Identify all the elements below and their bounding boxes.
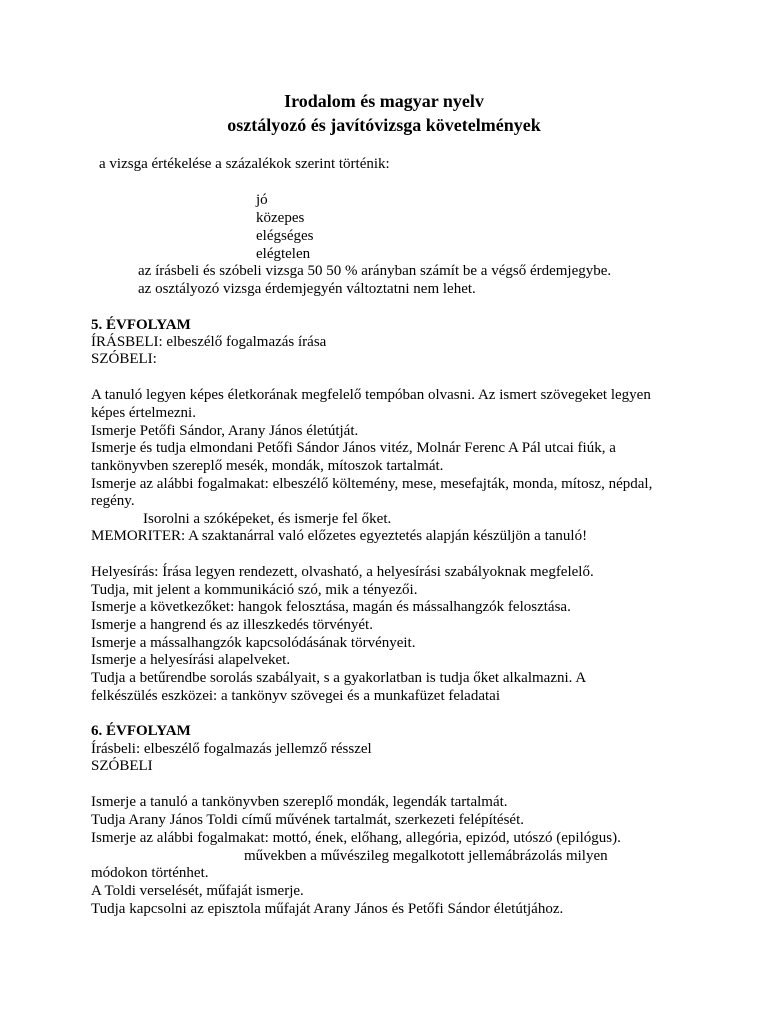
grade5-line: Isorolni a szóképeket, és ismerje fel őket. — [143, 511, 392, 527]
grade6-line: művekben a művészileg megalkotott jellemábrázolás milyen — [244, 848, 608, 864]
grade5-line: Ismerje Petőfi Sándor, Arany János életútját. — [91, 423, 359, 439]
grade5-spelling-line: felkészülés eszközei: a tankönyv szövegei és a munkafüzet feladatai — [91, 688, 500, 704]
grade5-line: Ismerje az alábbi fogalmakat: elbeszélő költemény, mese, mesefajták, monda, mítosz, népdal, — [91, 476, 653, 492]
grade5-oral: SZÓBELI: — [91, 351, 157, 367]
grade5-spelling-line: Ismerje a mássalhangzók kapcsolódásának törvényeit. — [91, 635, 416, 651]
grade6-written: Írásbeli: elbeszélő fogalmazás jellemző résszel — [91, 741, 372, 757]
grade5-line: tankönyvben szereplő mesék, mondák, mítoszok tartalmát. — [91, 458, 444, 474]
grade-item: elégséges — [256, 228, 314, 244]
document-subtitle: osztályozó és javítóvizsga követelmények — [227, 115, 541, 135]
grade6-heading: 6. ÉVFOLYAM — [91, 723, 191, 739]
grade5-written: ÍRÁSBELI: elbeszélő fogalmazás írása — [91, 334, 327, 350]
evaluation-intro: a vizsga értékelése a százalékok szerint történik: — [99, 156, 390, 172]
grade5-line: képes értelmezni. — [91, 405, 196, 421]
grade6-line: Ismerje az alábbi fogalmakat: mottó, ének, előhang, allegória, epizód, utószó (epilógus). — [91, 830, 621, 846]
grade5-spelling-line: Ismerje a következőket: hangok felosztása, magán és mássalhangzók felosztása. — [91, 599, 571, 615]
grade5-line: A tanuló legyen képes életkorának megfelelő tempóban olvasni. Az ismert szövegeket legyen — [91, 387, 651, 403]
grade5-spelling-line: Tudja a betűrendbe sorolás szabályait, s a gyakorlatban is tudja őket alkalmazni. A — [91, 670, 587, 686]
grade5-heading: 5. ÉVFOLYAM — [91, 317, 191, 333]
grade-change-note: az osztályozó vizsga érdemjegyén változtatni nem lehet. — [138, 281, 476, 297]
document-title: Irodalom és magyar nyelv — [284, 91, 484, 111]
grade5-memoriter: MEMORITER: A szaktanárral való előzetes egyeztetés alapján készüljön a tanuló! — [91, 528, 588, 544]
grade6-line: Tudja Arany János Toldi című művének tartalmát, szerkezeti felépítését. — [91, 812, 525, 828]
grade5-line: Ismerje és tudja elmondani Petőfi Sándor János vitéz, Molnár Ferenc A Pál utcai fiúk, a — [91, 440, 616, 456]
grade-item: közepes — [256, 210, 305, 226]
grade6-line: Tudja kapcsolni az episztola műfaját Arany János és Petőfi Sándor életútjához. — [91, 901, 564, 917]
grade5-spelling-line: Tudja, mit jelent a kommunikáció szó, mik a tényezői. — [91, 582, 418, 598]
grade6-oral: SZÓBELI — [91, 758, 153, 774]
grade6-line: A Toldi verselését, műfaját ismerje. — [91, 883, 304, 899]
grade6-line: módokon történhet. — [91, 865, 209, 881]
grade6-line: Ismerje a tanuló a tankönyvben szereplő mondák, legendák tartalmát. — [91, 794, 508, 810]
grade5-spelling-line: Ismerje a helyesírási alapelveket. — [91, 652, 291, 668]
grade-item: elégtelen — [256, 246, 311, 262]
grade-item: jó — [256, 192, 268, 208]
grade5-spelling-line: Ismerje a hangrend és az illeszkedés törvényét. — [91, 617, 373, 633]
ratio-note: az írásbeli és szóbeli vizsga 50 50 % arányban számít be a végső érdemjegybe. — [138, 263, 612, 279]
grade5-line: regény. — [91, 493, 135, 509]
grade5-spelling-line: Helyesírás: Írása legyen rendezett, olvasható, a helyesírási szabályoknak megfelelő. — [91, 564, 594, 580]
